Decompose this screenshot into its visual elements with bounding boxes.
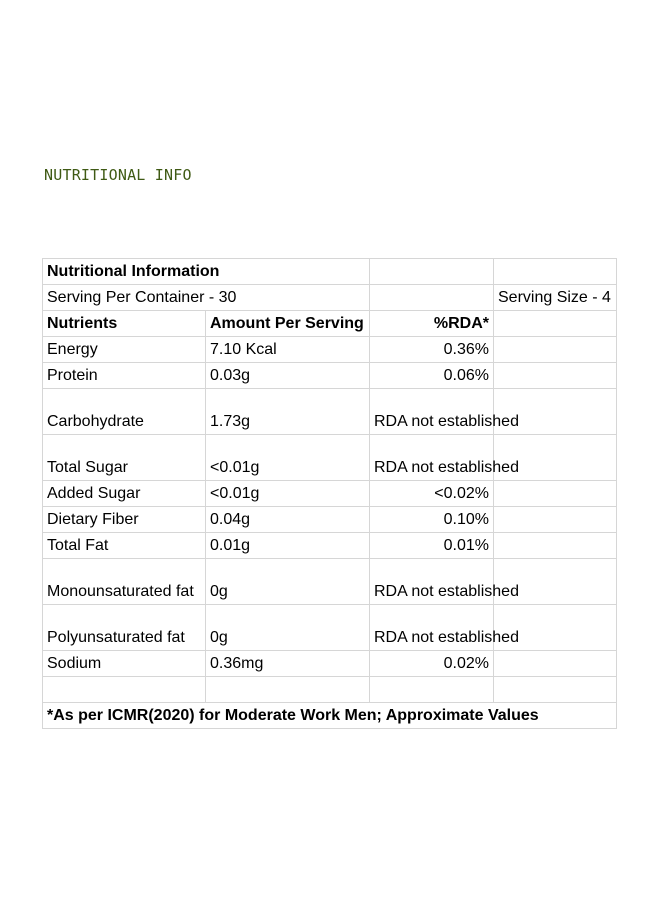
nutrient-amount: 7.10 Kcal	[206, 337, 370, 363]
nutrient-rda: 0.10%	[370, 507, 494, 533]
nutrient-name: Sodium	[43, 651, 206, 677]
header-nutrients: Nutrients	[43, 311, 206, 337]
empty-cell	[494, 311, 617, 337]
nutrient-rda: 0.01%	[370, 533, 494, 559]
table-title-row	[43, 259, 617, 285]
footnote: *As per ICMR(2020) for Moderate Work Men; Approximate Values	[43, 703, 617, 729]
empty-cell	[494, 677, 617, 703]
nutrient-amount: 0g	[206, 605, 370, 651]
table-row	[43, 559, 617, 605]
empty-cell	[494, 533, 617, 559]
serving-per-container: Serving Per Container - 30	[43, 285, 370, 311]
nutrient-name: Energy	[43, 337, 206, 363]
nutrient-name: Total Sugar	[43, 435, 206, 481]
nutrition-table	[42, 258, 617, 729]
table-row	[43, 389, 617, 435]
empty-cell	[494, 363, 617, 389]
table-row	[43, 337, 617, 363]
nutrient-rda: <0.02%	[370, 481, 494, 507]
empty-cell	[370, 259, 494, 285]
nutrient-rda: RDA not established	[370, 559, 494, 605]
empty-cell	[494, 259, 617, 285]
footnote-row	[43, 703, 617, 729]
empty-cell	[494, 507, 617, 533]
table-row	[43, 605, 617, 651]
nutrient-rda: RDA not established	[370, 435, 494, 481]
page-heading: NUTRITIONAL INFO	[44, 166, 192, 184]
empty-cell	[370, 677, 494, 703]
empty-cell	[494, 481, 617, 507]
empty-cell	[43, 677, 206, 703]
nutrient-amount: 0.04g	[206, 507, 370, 533]
nutrient-amount: 0.36mg	[206, 651, 370, 677]
serving-row	[43, 285, 617, 311]
nutrient-name: Dietary Fiber	[43, 507, 206, 533]
nutrient-name: Polyunsaturated fat	[43, 605, 206, 651]
header-rda: %RDA*	[370, 311, 494, 337]
empty-cell	[494, 337, 617, 363]
empty-cell	[370, 285, 494, 311]
nutrient-amount: 0.03g	[206, 363, 370, 389]
nutrient-amount: 0.01g	[206, 533, 370, 559]
nutrient-amount: <0.01g	[206, 435, 370, 481]
nutrient-amount: 1.73g	[206, 389, 370, 435]
table-row	[43, 435, 617, 481]
nutrient-rda: 0.06%	[370, 363, 494, 389]
table-row	[43, 533, 617, 559]
nutrient-rda: 0.36%	[370, 337, 494, 363]
nutrient-rda: RDA not established	[370, 605, 494, 651]
nutrient-name: Protein	[43, 363, 206, 389]
nutrient-rda: 0.02%	[370, 651, 494, 677]
table-title: Nutritional Information	[43, 259, 370, 285]
table-row	[43, 651, 617, 677]
table-row	[43, 507, 617, 533]
nutrient-rda: RDA not established	[370, 389, 494, 435]
empty-cell	[206, 677, 370, 703]
empty-cell	[494, 651, 617, 677]
table-row	[43, 363, 617, 389]
nutrient-name: Monounsaturated fat	[43, 559, 206, 605]
nutrient-amount: 0g	[206, 559, 370, 605]
header-row	[43, 311, 617, 337]
nutrient-amount: <0.01g	[206, 481, 370, 507]
nutrient-name: Total Fat	[43, 533, 206, 559]
blank-row	[43, 677, 617, 703]
serving-size: Serving Size - 4	[494, 285, 617, 311]
nutrient-name: Carbohydrate	[43, 389, 206, 435]
header-amount: Amount Per Serving	[206, 311, 370, 337]
nutrient-name: Added Sugar	[43, 481, 206, 507]
table-row	[43, 481, 617, 507]
